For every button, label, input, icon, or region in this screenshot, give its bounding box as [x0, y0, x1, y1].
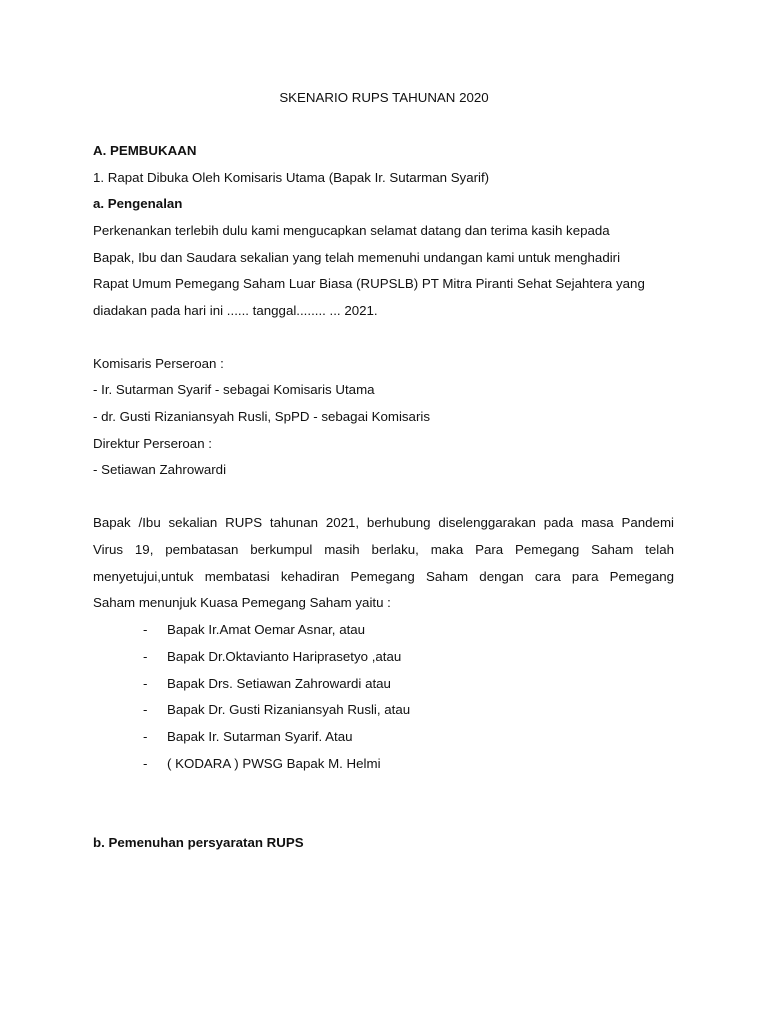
bullet-dash: - — [143, 729, 148, 744]
intro-line: diadakan pada hari ini ...... tanggal........ ... 2021. — [93, 303, 378, 318]
intro-line: Perkenankan terlebih dulu kami mengucapkan selamat datang dan terima kasih kepada — [93, 223, 610, 238]
sub-b-heading: b. Pemenuhan persyaratan RUPS — [93, 835, 304, 850]
paragraph-line: Virus 19, pembatasan berkumpul masih berlaku, maka Para Pemegang Saham telah — [93, 542, 674, 557]
kuasa-item: Bapak Dr. Gusti Rizaniansyah Rusli, atau — [167, 702, 411, 717]
direktur-item: - Setiawan Zahrowardi — [93, 462, 227, 477]
bullet-dash: - — [143, 702, 148, 717]
paragraph-line: menyetujui,untuk membatasi kehadiran Pemegang Saham dengan cara para Pemegang — [93, 569, 674, 584]
item-1-text: 1. Rapat Dibuka Oleh Komisaris Utama (Bapak Ir. Sutarman Syarif) — [93, 170, 490, 185]
direktur-label: Direktur Perseroan : — [93, 436, 212, 451]
komisaris-item: - dr. Gusti Rizaniansyah Rusli, SpPD - sebagai Komisaris — [93, 409, 430, 424]
kuasa-item: Bapak Ir.Amat Oemar Asnar, atau — [167, 622, 366, 637]
intro-line: Rapat Umum Pemegang Saham Luar Biasa (RUPSLB) PT Mitra Piranti Sehat Sejahtera yang — [93, 276, 645, 291]
kuasa-item: Bapak Dr.Oktavianto Hariprasetyo ,atau — [167, 649, 402, 664]
document-title: SKENARIO RUPS TAHUNAN 2020 — [279, 90, 489, 105]
bullet-dash: - — [143, 622, 148, 637]
kuasa-item: Bapak Ir. Sutarman Syarif. Atau — [167, 729, 353, 744]
komisaris-label: Komisaris Perseroan : — [93, 356, 224, 371]
paragraph-line: Bapak /Ibu sekalian RUPS tahunan 2021, berhubung diselenggarakan pada masa Pandemi — [93, 515, 674, 530]
section-a-heading: A. PEMBUKAAN — [93, 143, 197, 158]
sub-a-heading: a. Pengenalan — [93, 196, 183, 211]
kuasa-item: Bapak Drs. Setiawan Zahrowardi atau — [167, 676, 391, 691]
komisaris-item: - Ir. Sutarman Syarif - sebagai Komisaris Utama — [93, 382, 375, 397]
bullet-dash: - — [143, 649, 148, 664]
paragraph-line: Saham menunjuk Kuasa Pemegang Saham yaitu : — [93, 595, 391, 610]
bullet-dash: - — [143, 676, 148, 691]
kuasa-item: ( KODARA ) PWSG Bapak M. Helmi — [167, 756, 381, 771]
intro-line: Bapak, Ibu dan Saudara sekalian yang telah memenuhi undangan kami untuk menghadiri — [93, 250, 621, 265]
bullet-dash: - — [143, 756, 148, 771]
